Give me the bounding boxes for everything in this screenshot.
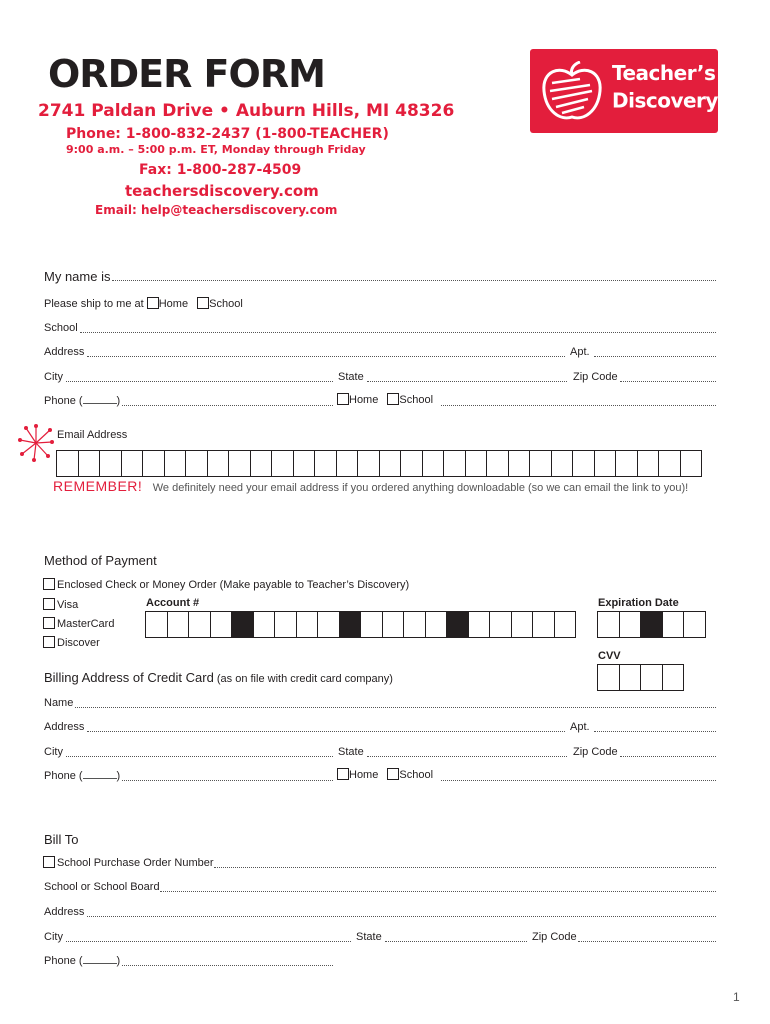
- email-char-box[interactable]: [337, 450, 359, 477]
- account-label: Account #: [146, 597, 200, 609]
- bill-to-state-label: State: [356, 931, 382, 943]
- address-field[interactable]: [87, 356, 565, 357]
- separator-box: [447, 611, 469, 638]
- ship-to-text: Please ship to me at: [44, 298, 144, 310]
- email-char-box[interactable]: [358, 450, 380, 477]
- bill-to-address-field[interactable]: [87, 916, 716, 917]
- ship-home-checkbox[interactable]: [147, 297, 159, 309]
- billing-phone-close-paren: ): [116, 770, 121, 782]
- state-field[interactable]: [367, 381, 567, 382]
- email-char-box[interactable]: [423, 450, 445, 477]
- account-digit-box[interactable]: [361, 611, 383, 638]
- billing-apt-field[interactable]: [594, 731, 716, 732]
- email-char-box[interactable]: [638, 450, 660, 477]
- email-char-box[interactable]: [100, 450, 122, 477]
- account-digit-box[interactable]: [297, 611, 319, 638]
- account-digit-box[interactable]: [555, 611, 577, 638]
- billing-city-field[interactable]: [66, 756, 333, 757]
- email-char-box[interactable]: [186, 450, 208, 477]
- phone-type: [337, 393, 433, 406]
- company-fax: Fax: 1-800-287-4509: [139, 162, 302, 178]
- account-digit-box[interactable]: [318, 611, 340, 638]
- expiration-digit-box[interactable]: [663, 611, 685, 638]
- email-label: Email Address: [57, 429, 128, 441]
- billing-phone-school-checkbox[interactable]: [387, 768, 399, 780]
- bill-to-phone-label-text: Phone (: [44, 955, 83, 967]
- email-char-box[interactable]: [401, 450, 423, 477]
- billing-name-field[interactable]: [75, 707, 716, 708]
- email-char-box[interactable]: [595, 450, 617, 477]
- zip-field[interactable]: [620, 381, 716, 382]
- bill-to-state-field[interactable]: [385, 941, 527, 942]
- email-char-box[interactable]: [208, 450, 230, 477]
- phone-area-code-field[interactable]: [83, 403, 117, 404]
- phone-home-label: Home: [349, 394, 379, 406]
- billing-phone-home-label: Home: [349, 769, 379, 781]
- expiration-boxes[interactable]: [597, 611, 706, 638]
- payment-heading: Method of Payment: [44, 553, 157, 568]
- email-char-box[interactable]: [380, 450, 402, 477]
- po-checkbox[interactable]: [43, 856, 55, 868]
- city-label: City: [44, 371, 63, 383]
- cvv-digit-box[interactable]: [620, 664, 642, 691]
- apple-icon: [540, 61, 604, 123]
- billing-heading-note: (as on file with credit card company): [216, 673, 393, 685]
- visa-option: [43, 598, 78, 611]
- expiration-digit-box[interactable]: [598, 611, 620, 638]
- remember-label: REMEMBER!: [53, 478, 143, 494]
- mastercard-option: [43, 617, 114, 630]
- email-char-box[interactable]: [122, 450, 144, 477]
- account-digit-box[interactable]: [189, 611, 211, 638]
- billing-state-label: State: [338, 746, 364, 758]
- remember-notice: [53, 478, 688, 496]
- email-char-box[interactable]: [573, 450, 595, 477]
- billing-phone-label-text: Phone (: [44, 770, 83, 782]
- school-board-label: School or School Board: [44, 881, 160, 893]
- account-digit-box[interactable]: [383, 611, 405, 638]
- apt-field[interactable]: [594, 356, 716, 357]
- billing-zip-label: Zip Code: [573, 746, 618, 758]
- separator-box: [340, 611, 362, 638]
- teachers-discovery-logo: [530, 49, 725, 133]
- billing-state-field[interactable]: [367, 756, 567, 757]
- company-address: 2741 Paldan Drive • Auburn Hills, MI 48326: [38, 101, 455, 121]
- email-char-box[interactable]: [509, 450, 531, 477]
- separator-box: [641, 611, 663, 638]
- company-website: teachersdiscovery.com: [125, 182, 319, 200]
- billing-phone-extra-field[interactable]: [441, 780, 716, 781]
- my-name-field[interactable]: [112, 280, 716, 281]
- business-hours: 9:00 a.m. – 5:00 p.m. ET, Monday through Friday: [66, 143, 366, 156]
- mastercard-label: MasterCard: [57, 618, 115, 630]
- email-char-box[interactable]: [681, 450, 703, 477]
- expiration-digit-box[interactable]: [684, 611, 706, 638]
- bill-to-city-label: City: [44, 931, 63, 943]
- ship-school-checkbox[interactable]: [197, 297, 209, 309]
- billing-address-label: Address: [44, 721, 85, 733]
- email-char-box[interactable]: [466, 450, 488, 477]
- discover-label: Discover: [57, 637, 100, 649]
- billing-apt-label: Apt.: [570, 721, 590, 733]
- bill-to-phone-close-paren: ): [116, 955, 121, 967]
- email-char-box[interactable]: [165, 450, 187, 477]
- discover-option: [43, 636, 100, 649]
- ship-home-label: Home: [158, 298, 189, 310]
- account-number-boxes[interactable]: [145, 611, 576, 638]
- email-char-box[interactable]: [616, 450, 638, 477]
- email-char-box[interactable]: [315, 450, 337, 477]
- cvv-label: CVV: [598, 650, 621, 662]
- zip-label: Zip Code: [573, 371, 618, 383]
- account-digit-box[interactable]: [211, 611, 233, 638]
- account-digit-box[interactable]: [426, 611, 448, 638]
- bill-to-phone-label: [44, 955, 120, 967]
- remember-note: We definitely need your email address if you ordered anything downloadable (so we can email the link to you)!: [152, 482, 689, 494]
- billing-heading: [44, 670, 393, 685]
- billing-phone-school-label: School: [399, 769, 434, 781]
- cvv-digit-box[interactable]: [598, 664, 620, 691]
- check-checkbox[interactable]: [43, 578, 55, 590]
- po-option: [43, 856, 214, 869]
- email-char-box[interactable]: [272, 450, 294, 477]
- phone-extra-field[interactable]: [441, 405, 716, 406]
- bill-to-zip-field[interactable]: [578, 941, 716, 942]
- billing-heading-text: Billing Address of Credit Card: [44, 670, 214, 685]
- billing-name-label: Name: [44, 697, 74, 709]
- company-email: Email: help@teachersdiscovery.com: [95, 203, 338, 217]
- bill-to-address-label: Address: [44, 906, 85, 918]
- billing-address-field[interactable]: [87, 731, 565, 732]
- visa-label: Visa: [57, 599, 79, 611]
- po-label: School Purchase Order Number: [57, 857, 214, 869]
- cvv-boxes[interactable]: [597, 664, 684, 691]
- email-char-box[interactable]: [294, 450, 316, 477]
- expiration-digit-box[interactable]: [620, 611, 642, 638]
- discover-checkbox[interactable]: [43, 636, 55, 648]
- check-label: Enclosed Check or Money Order (Make payable to Teacher’s Discovery): [57, 579, 410, 591]
- page-number: 1: [733, 990, 740, 1004]
- registered-mark: ®: [717, 94, 725, 102]
- account-digit-box[interactable]: [512, 611, 534, 638]
- email-char-box[interactable]: [487, 450, 509, 477]
- school-board-field[interactable]: [160, 891, 716, 892]
- account-digit-box[interactable]: [275, 611, 297, 638]
- state-label: State: [338, 371, 364, 383]
- email-char-box[interactable]: [57, 450, 79, 477]
- apt-label: Apt.: [570, 346, 590, 358]
- bill-to-heading: Bill To: [44, 832, 79, 847]
- logo-text-line1: Teacher’s: [612, 61, 716, 85]
- account-digit-box[interactable]: [490, 611, 512, 638]
- billing-city-label: City: [44, 746, 63, 758]
- check-option: [43, 578, 409, 591]
- bill-to-phone-area-code-field[interactable]: [83, 963, 117, 964]
- phone-school-checkbox[interactable]: [387, 393, 399, 405]
- email-char-box[interactable]: [79, 450, 101, 477]
- city-field[interactable]: [66, 381, 333, 382]
- phone-home-checkbox[interactable]: [337, 393, 349, 405]
- expiration-label: Expiration Date: [598, 597, 679, 609]
- ship-school-label: School: [209, 298, 243, 310]
- phone-school-label: School: [399, 394, 434, 406]
- company-phone: Phone: 1-800-832-2437 (1-800-TEACHER): [66, 126, 389, 142]
- phone-close-paren: ): [116, 395, 121, 407]
- email-char-box[interactable]: [552, 450, 574, 477]
- phone-field[interactable]: [122, 405, 333, 406]
- school-field[interactable]: [80, 332, 716, 333]
- separator-box: [232, 611, 254, 638]
- school-label: School: [44, 322, 78, 334]
- billing-phone-area-code-field[interactable]: [83, 778, 117, 779]
- address-label: Address: [44, 346, 85, 358]
- account-digit-box[interactable]: [404, 611, 426, 638]
- email-char-box[interactable]: [143, 450, 165, 477]
- email-character-boxes[interactable]: [56, 450, 702, 477]
- email-char-box[interactable]: [530, 450, 552, 477]
- account-digit-box[interactable]: [146, 611, 168, 638]
- email-char-box[interactable]: [229, 450, 251, 477]
- cvv-digit-box[interactable]: [663, 664, 685, 691]
- phone-label-text: Phone (: [44, 395, 83, 407]
- bill-to-city-field[interactable]: [66, 941, 351, 942]
- ship-to-label: [44, 297, 243, 310]
- bill-to-zip-label: Zip Code: [532, 931, 577, 943]
- logo-text-line2: Discovery: [612, 88, 718, 113]
- phone-label: [44, 395, 120, 407]
- billing-phone-label: [44, 770, 120, 782]
- visa-checkbox[interactable]: [43, 598, 55, 610]
- billing-phone-type: [337, 768, 433, 781]
- page-title: ORDER FORM: [48, 52, 325, 96]
- starburst-icon: [18, 424, 54, 462]
- account-digit-box[interactable]: [168, 611, 190, 638]
- billing-zip-field[interactable]: [620, 756, 716, 757]
- po-number-field[interactable]: [214, 867, 716, 868]
- billing-phone-field[interactable]: [122, 780, 333, 781]
- cvv-digit-box[interactable]: [641, 664, 663, 691]
- email-char-box[interactable]: [444, 450, 466, 477]
- bill-to-phone-field[interactable]: [122, 965, 333, 966]
- mastercard-checkbox[interactable]: [43, 617, 55, 629]
- account-digit-box[interactable]: [469, 611, 491, 638]
- email-char-box[interactable]: [659, 450, 681, 477]
- account-digit-box[interactable]: [533, 611, 555, 638]
- billing-phone-home-checkbox[interactable]: [337, 768, 349, 780]
- account-digit-box[interactable]: [254, 611, 276, 638]
- my-name-label: My name is: [44, 269, 111, 284]
- email-char-box[interactable]: [251, 450, 273, 477]
